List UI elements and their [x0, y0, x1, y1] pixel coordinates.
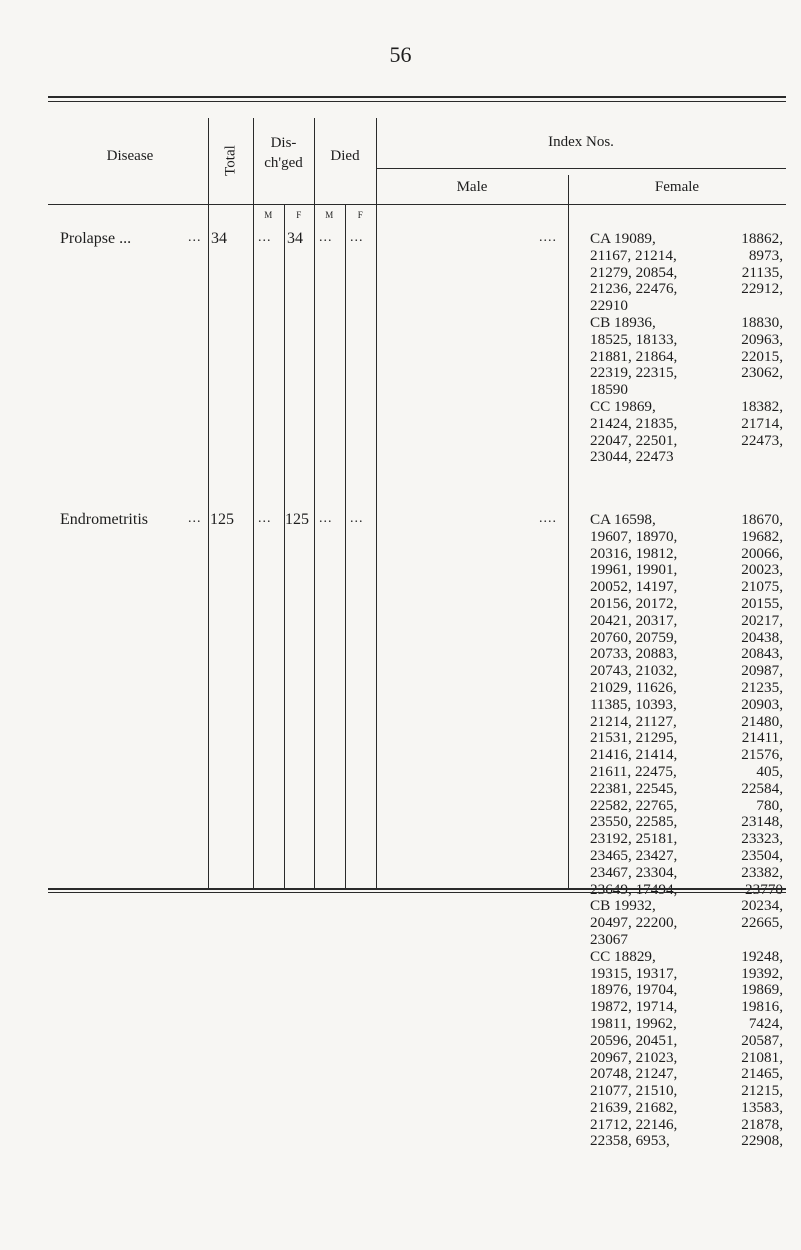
index-number-group: 22473, — [741, 431, 783, 449]
index-number-group: CB 19932, — [590, 897, 656, 915]
index-number-line — [590, 349, 783, 366]
index-number-line — [590, 315, 783, 332]
index-number-group: 22381, 22545, — [590, 779, 678, 797]
header-bottom-rule — [48, 204, 786, 205]
table-bottom-rule — [48, 888, 786, 890]
index-number-group: 21214, 21127, — [590, 712, 677, 730]
index-number-group: 19682, — [741, 527, 783, 545]
table-top-rule-inner — [48, 101, 786, 102]
header-discharged-line2: ch'ged — [264, 155, 303, 171]
body-col-divider — [208, 205, 209, 888]
index-number-group: 23148, — [741, 813, 783, 831]
header-index-nos: Index Nos. — [548, 134, 614, 150]
index-number-group: 20760, 20759, — [590, 628, 678, 646]
index-number-line — [590, 281, 783, 298]
index-number-group: 21236, 22476, — [590, 280, 678, 298]
row-died-m: ... — [319, 230, 333, 245]
index-number-group: 21081, — [741, 1048, 783, 1066]
index-number-group: 20438, — [741, 628, 783, 646]
index-number-line — [590, 1100, 783, 1117]
index-number-group: 19872, 19714, — [590, 998, 678, 1016]
index-number-line — [590, 1016, 783, 1033]
row-died-m: ... — [319, 511, 333, 526]
index-number-group: 19248, — [741, 947, 783, 965]
row-died-f: ... — [350, 511, 364, 526]
body-col-divider — [284, 205, 285, 888]
index-number-group: 22358, 6953, — [590, 1132, 670, 1150]
index-number-group: 21639, 21682, — [590, 1098, 678, 1116]
index-number-group: 21135, — [741, 263, 783, 281]
index-number-group: 21480, — [741, 712, 783, 730]
index-number-line — [590, 613, 783, 630]
index-number-group: 20066, — [741, 544, 783, 562]
index-number-group: 23467, 23304, — [590, 863, 678, 881]
index-number-group: CA 16598, — [590, 511, 656, 528]
body-col-divider — [314, 205, 315, 888]
index-number-line — [590, 1050, 783, 1067]
index-number-group: 23323, — [741, 830, 783, 848]
table-bottom-rule-inner — [48, 892, 786, 893]
index-number-line — [590, 747, 783, 764]
index-number-group: 23465, 23427, — [590, 846, 678, 864]
index-number-group: 11385, 10393, — [590, 695, 677, 713]
index-number-group: 18525, 18133, — [590, 330, 678, 348]
index-number-line — [590, 630, 783, 647]
index-number-line: 22910 — [590, 297, 628, 315]
index-number-line — [590, 399, 783, 416]
table-top-rule — [48, 96, 786, 98]
index-number-line — [590, 365, 783, 382]
index-number-group: 19811, 19962, — [590, 1014, 677, 1032]
index-number-group: 19816, — [741, 998, 783, 1016]
row-male-index: .... — [539, 511, 557, 526]
index-number-group: 20052, 14197, — [590, 578, 678, 596]
header-male: Male — [456, 179, 488, 195]
row-discharged-f: 34 — [287, 230, 303, 247]
row-female-index — [590, 231, 783, 466]
index-number-group: 20234, — [741, 897, 783, 915]
index-number-line — [590, 512, 783, 529]
index-number-line — [590, 1033, 783, 1050]
index-number-group: 21576, — [741, 746, 783, 764]
index-number-line — [590, 1083, 783, 1100]
index-number-group: 21235, — [741, 678, 783, 696]
header-disease: Disease — [106, 148, 154, 164]
index-number-line — [590, 714, 783, 731]
index-number-group: 19961, 19901, — [590, 561, 678, 579]
index-number-line — [590, 831, 783, 848]
index-number-line — [590, 730, 783, 747]
header-total: Total — [222, 145, 239, 176]
body-col-divider — [345, 205, 346, 888]
index-number-line: 23067 — [590, 930, 628, 948]
index-number-line — [590, 529, 783, 546]
row-male-index: .... — [539, 230, 557, 245]
page-number: 56 — [389, 42, 412, 67]
index-number-group: 21215, — [741, 1082, 783, 1100]
index-number-line — [590, 416, 783, 433]
index-number-group: 21714, — [741, 414, 783, 432]
index-number-group: 21077, 21510, — [590, 1082, 678, 1100]
index-number-group: 21279, 20854, — [590, 263, 678, 281]
row-leader-dots: ... — [188, 230, 202, 245]
index-number-line: 18590 — [590, 381, 628, 399]
index-number-group: 20155, — [741, 594, 783, 612]
body-col-divider — [376, 205, 377, 888]
index-number-group: 405, — [756, 762, 783, 780]
index-number-group: 22047, 22501, — [590, 431, 678, 449]
row-leader-dots: ... — [188, 511, 202, 526]
index-number-group: CA 19089, — [590, 230, 656, 247]
row-discharged-f: 125 — [285, 511, 309, 528]
index-number-group: 21029, 11626, — [590, 678, 677, 696]
index-number-group: 20967, 21023, — [590, 1048, 678, 1066]
index-number-line — [590, 982, 783, 999]
index-number-group: 18976, 19704, — [590, 981, 678, 999]
index-number-group: 19315, 19317, — [590, 964, 678, 982]
index-number-group: CC 18829, — [590, 947, 656, 965]
index-number-group: 18830, — [741, 313, 783, 331]
index-number-group: 21411, — [741, 729, 783, 747]
index-number-group: 22015, — [741, 347, 783, 365]
index-number-group: 23192, 25181, — [590, 830, 678, 848]
header-died: Died — [330, 148, 360, 164]
index-number-group: 20987, — [741, 662, 783, 680]
index-number-group: 19392, — [741, 964, 783, 982]
index-number-group: 21465, — [741, 1065, 783, 1083]
index-number-line — [590, 332, 783, 349]
subheader-died-m: M — [325, 210, 334, 220]
body-col-divider — [568, 205, 569, 888]
index-number-group: 21712, 22146, — [590, 1115, 678, 1133]
index-number-line — [590, 562, 783, 579]
index-number-line — [590, 898, 783, 915]
index-number-group: 22912, — [741, 280, 783, 298]
index-number-group: 18670, — [741, 511, 783, 528]
index-number-group: 780, — [756, 796, 783, 814]
row-discharged-m: ... — [258, 511, 272, 526]
index-number-group: 20316, 19812, — [590, 544, 678, 562]
index-number-group: 21416, 21414, — [590, 746, 678, 764]
index-number-group: CB 18936, — [590, 313, 656, 331]
index-number-line — [590, 546, 783, 563]
index-number-group: 23504, — [741, 846, 783, 864]
index-number-group: CC 19869, — [590, 397, 656, 415]
index-number-line — [590, 646, 783, 663]
body-col-divider — [253, 205, 254, 888]
index-number-line — [590, 231, 783, 248]
index-number-line — [590, 781, 783, 798]
index-number-group: 20217, — [741, 611, 783, 629]
index-number-line — [590, 848, 783, 865]
header-discharged-line1: Dis- — [270, 135, 297, 151]
row-disease: Endrometritis — [60, 511, 148, 528]
index-number-group: 22319, 22315, — [590, 364, 678, 382]
index-number-line — [590, 680, 783, 697]
row-total: 125 — [210, 511, 234, 528]
index-number-group: 21881, 21864, — [590, 347, 678, 365]
index-number-line — [590, 949, 783, 966]
index-number-group: 19607, 18970, — [590, 527, 678, 545]
subheader-discharged-f: F — [296, 210, 302, 220]
subheader-discharged-m: M — [264, 210, 273, 220]
header-female: Female — [654, 179, 700, 195]
index-number-line — [590, 865, 783, 882]
col-divider — [208, 118, 209, 204]
index-number-group: 20843, — [741, 645, 783, 663]
index-number-group: 22584, — [741, 779, 783, 797]
index-number-group: 8973, — [748, 246, 783, 264]
index-number-group: 13583, — [741, 1098, 783, 1116]
index-number-line — [590, 1117, 783, 1134]
index-number-line — [590, 579, 783, 596]
index-number-group: 20596, 20451, — [590, 1031, 678, 1049]
index-number-group: 21424, 21835, — [590, 414, 678, 432]
index-number-group: 21167, 21214, — [590, 246, 677, 264]
index-number-group: 21611, 22475, — [590, 762, 677, 780]
subheader-died-f: F — [357, 210, 364, 220]
index-number-group: 20421, 20317, — [590, 611, 678, 629]
row-total: 34 — [211, 230, 227, 247]
index-number-group: 20743, 21032, — [590, 662, 678, 680]
index-number-group: 18382, — [741, 397, 783, 415]
index-sub-rule — [376, 168, 786, 169]
index-number-line — [590, 697, 783, 714]
index-number-line: 23044, 22473 — [590, 448, 674, 466]
index-number-group: 23062, — [741, 364, 783, 382]
index-number-group: 7424, — [748, 1014, 783, 1032]
index-number-group: 22582, 22765, — [590, 796, 678, 814]
index-number-group: 20748, 21247, — [590, 1065, 678, 1083]
index-number-group: 20497, 22200, — [590, 914, 678, 932]
index-number-line — [590, 999, 783, 1016]
index-number-group: 22665, — [741, 914, 783, 932]
index-number-group: 18862, — [741, 230, 783, 247]
row-disease: Prolapse ... — [60, 230, 132, 247]
index-number-line — [590, 1133, 783, 1150]
index-number-group: 20733, 20883, — [590, 645, 678, 663]
index-number-line — [590, 1066, 783, 1083]
index-number-line — [590, 966, 783, 983]
index-number-line — [590, 798, 783, 815]
index-number-line — [590, 814, 783, 831]
index-number-group: 20903, — [741, 695, 783, 713]
index-number-group: 23382, — [741, 863, 783, 881]
index-number-group: 22908, — [741, 1132, 783, 1150]
index-number-group: 21531, 21295, — [590, 729, 678, 747]
index-number-line — [590, 663, 783, 680]
index-number-line — [590, 596, 783, 613]
index-number-group: 21075, — [741, 578, 783, 596]
index-number-group: 20023, — [741, 561, 783, 579]
index-number-group: 20587, — [741, 1031, 783, 1049]
index-number-group: 20156, 20172, — [590, 594, 678, 612]
index-number-line — [590, 915, 783, 932]
row-female-index — [590, 512, 783, 1150]
index-number-line — [590, 248, 783, 265]
index-number-group: 21878, — [741, 1115, 783, 1133]
index-number-group: 23550, 22585, — [590, 813, 678, 831]
index-number-group: 20963, — [741, 330, 783, 348]
row-died-f: ... — [350, 230, 364, 245]
index-number-group: 19869, — [741, 981, 783, 999]
row-discharged-m: ... — [258, 230, 272, 245]
index-number-line — [590, 764, 783, 781]
index-number-line — [590, 433, 783, 450]
index-number-line — [590, 265, 783, 282]
